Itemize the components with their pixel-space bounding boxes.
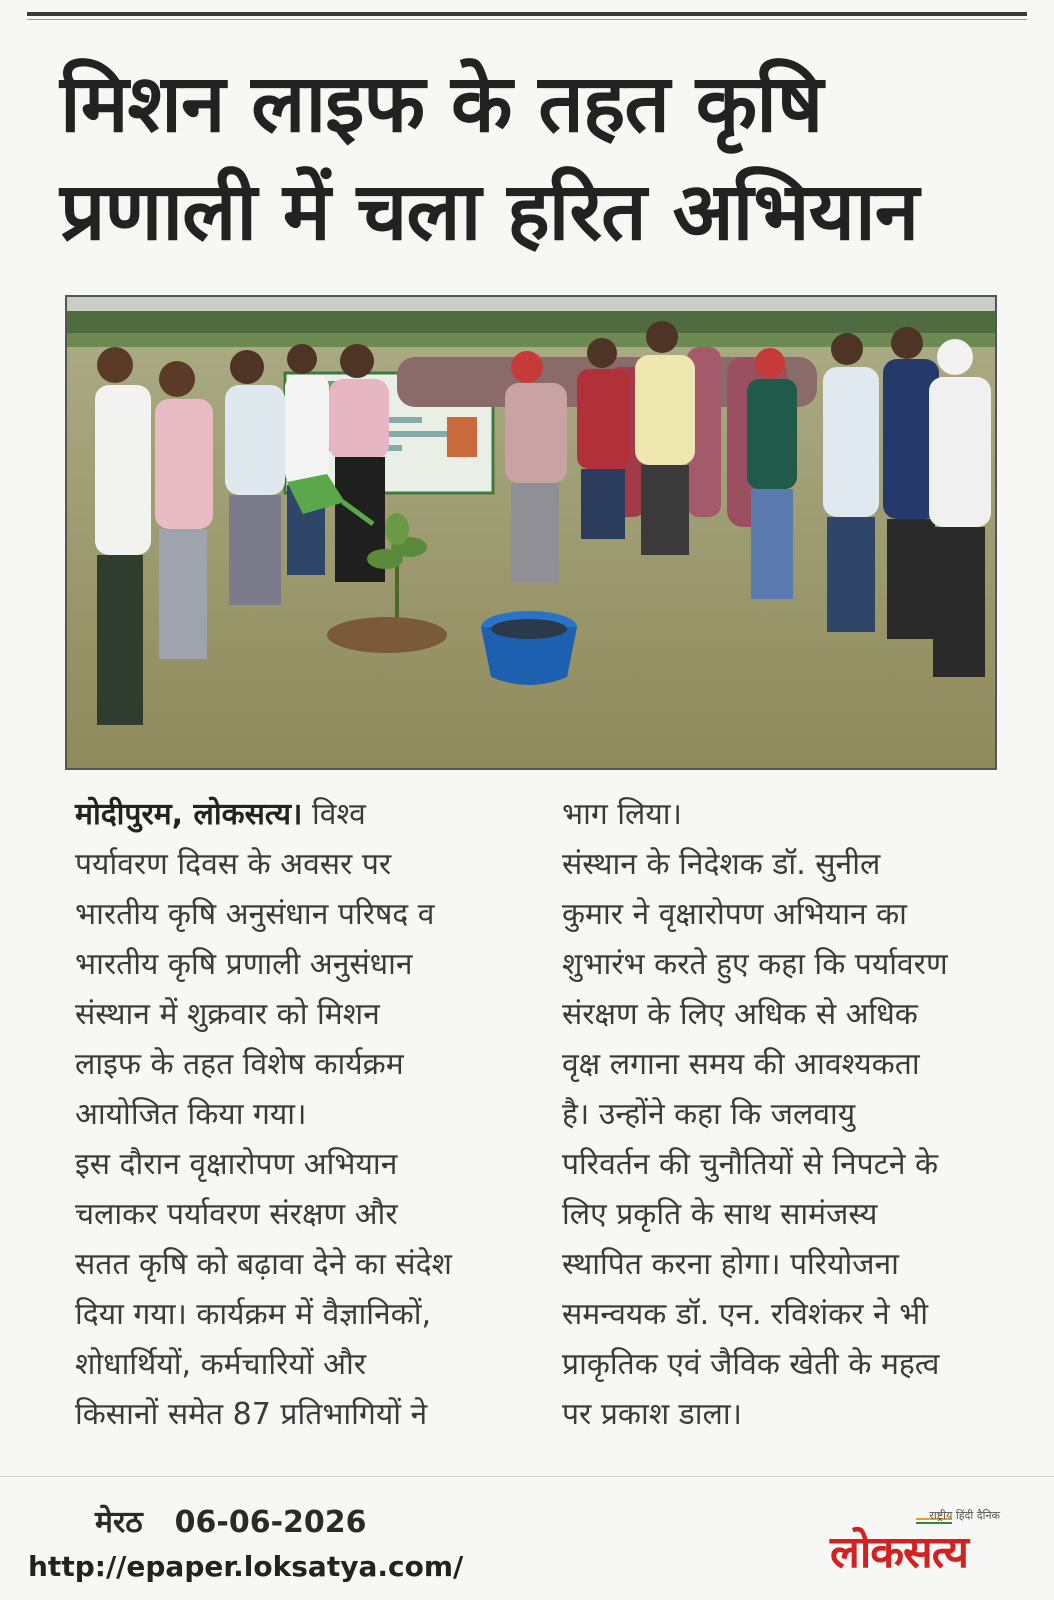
article-line: किसानों समेत 87 प्रतिभागियों ने: [75, 1397, 428, 1432]
headline-line-1: मिशन लाइफ के तहत कृषि: [60, 57, 823, 150]
article-line: समन्वयक डॉ. एन. रविशंकर ने भी: [562, 1297, 929, 1332]
article-line: प्राकृतिक एवं जैविक खेती के महत्व: [562, 1347, 940, 1382]
article-line: वृक्ष लगाना समय की आवश्यकता: [562, 1047, 920, 1082]
article-line: संरक्षण के लिए अधिक से अधिक: [562, 997, 918, 1032]
article-line: संस्थान के निदेशक डॉ. सुनील: [562, 847, 881, 882]
newspaper-logo: [830, 1508, 1030, 1578]
article-line: परिवर्तन की चुनौतियों से निपटने के: [562, 1147, 939, 1182]
article-line: संस्थान में शुक्रवार को मिशन: [75, 997, 380, 1032]
footer-divider: [0, 1476, 1054, 1477]
edition-date: 06-06-2026: [174, 1505, 367, 1540]
article-line: चलाकर पर्यावरण संरक्षण और: [75, 1197, 398, 1232]
article-line: भारतीय कृषि अनुसंधान परिषद व: [75, 897, 435, 932]
article-line: सतत कृषि को बढ़ावा देने का संदेश: [75, 1247, 452, 1282]
article-line: लिए प्रकृति के साथ सामंजस्य: [562, 1197, 878, 1232]
article-line: शोधार्थियों, कर्मचारियों और: [75, 1347, 367, 1382]
article-line: है। उन्होंने कहा कि जलवायु: [562, 1097, 856, 1132]
logo-wordmark: लोकसत्य: [830, 1527, 969, 1578]
article-line: भाग लिया।: [562, 797, 682, 832]
article-line: पर प्रकाश डाला।: [562, 1397, 742, 1432]
top-rule: [27, 12, 1027, 16]
headline: [60, 50, 1000, 266]
top-rule-thin: [27, 19, 1027, 20]
article-line: शुभारंभ करते हुए कहा कि पर्यावरण: [562, 947, 948, 982]
article-line: भारतीय कृषि प्रणाली अनुसंधान: [75, 947, 413, 982]
edition-info: [95, 1500, 367, 1541]
article-column-right: [562, 790, 1012, 1440]
dateline: मोदीपुरम, लोकसत्य।: [75, 797, 303, 832]
logo-tagline: राष्ट्रीय हिंदी दैनिक: [929, 1509, 1000, 1522]
news-photo: [65, 295, 997, 770]
headline-line-2: प्रणाली में चला हरित अभियान: [60, 165, 919, 258]
article-line: कुमार ने वृक्षारोपण अभियान का: [562, 897, 907, 932]
article-line: इस दौरान वृक्षारोपण अभियान: [75, 1147, 398, 1182]
article-column-left: [75, 790, 525, 1440]
source-url[interactable]: http://epaper.loksatya.com/: [28, 1550, 464, 1583]
article-line: लाइफ के तहत विशेष कार्यक्रम: [75, 1047, 404, 1082]
article-line: स्थापित करना होगा। परियोजना: [562, 1247, 899, 1282]
article-line: मोदीपुरम, लोकसत्य। विश्व: [75, 797, 366, 832]
article-line: दिया गया। कार्यक्रम में वैज्ञानिकों,: [75, 1297, 432, 1332]
article-line: पर्यावरण दिवस के अवसर पर: [75, 847, 392, 882]
edition-city: मेरठ: [95, 1505, 143, 1540]
article-line: आयोजित किया गया।: [75, 1097, 307, 1132]
